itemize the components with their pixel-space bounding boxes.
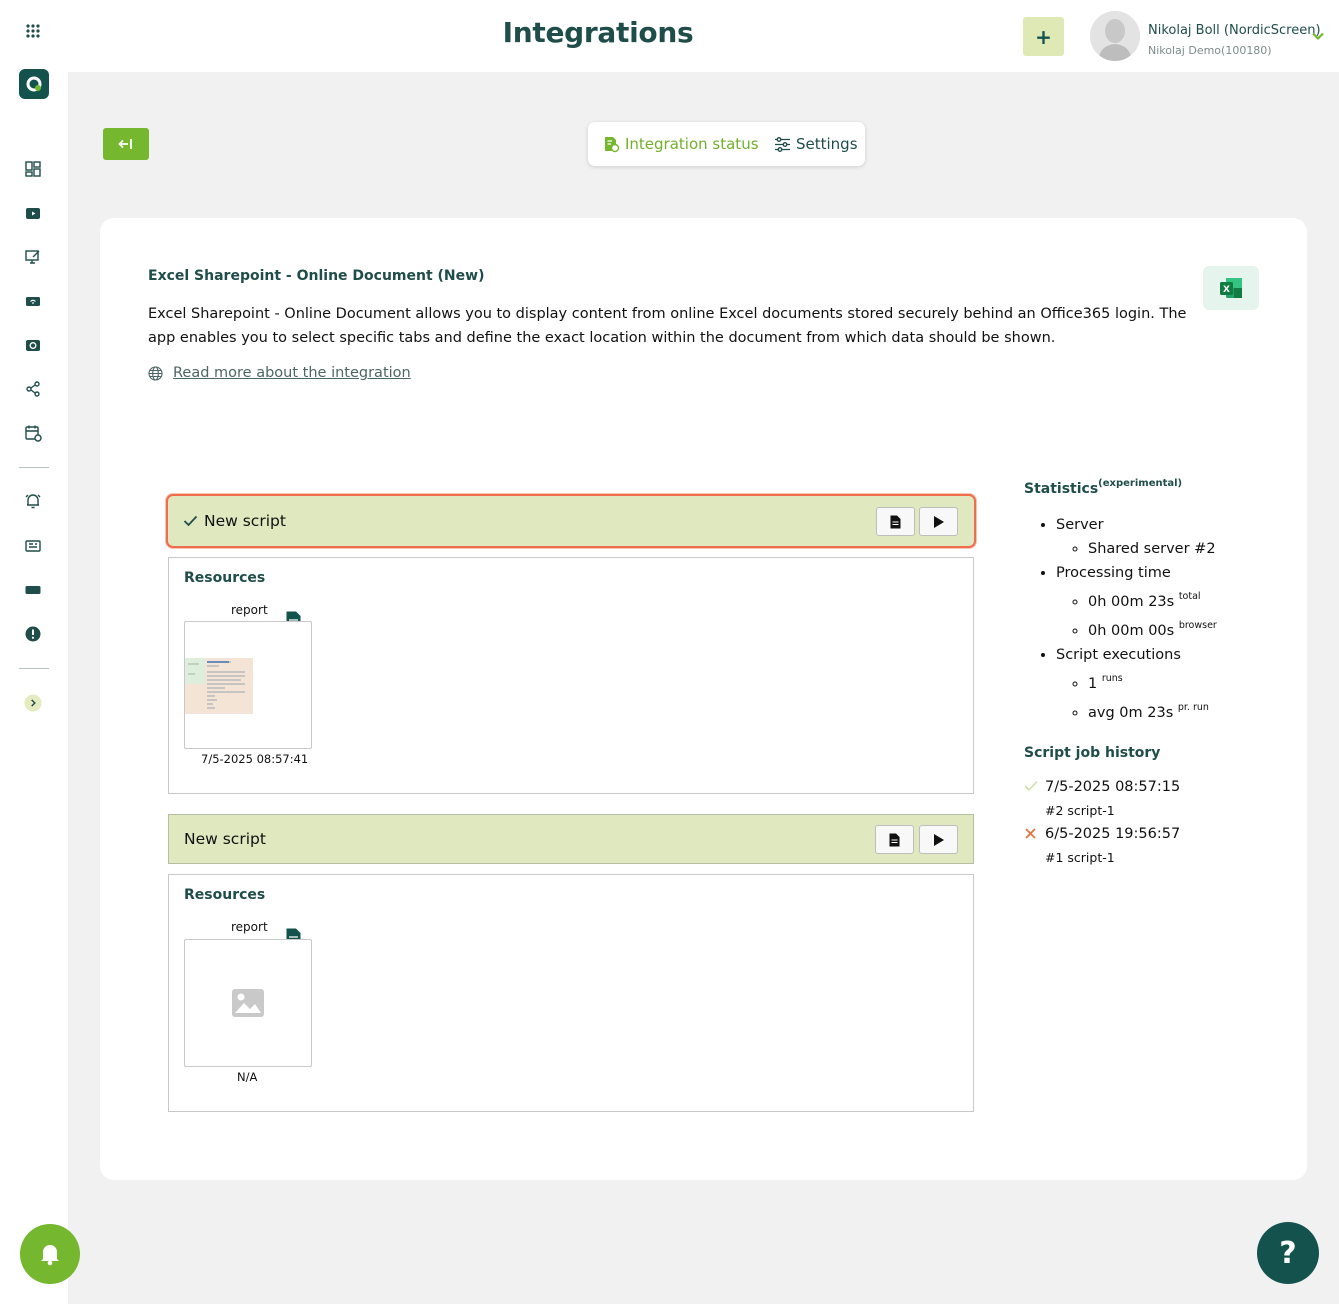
stat-browser-value: 0h 00m 00s	[1088, 623, 1175, 639]
report-preview-image	[185, 622, 313, 750]
alert-icon[interactable]	[22, 623, 44, 645]
resources-title: Resources	[184, 570, 266, 586]
integration-card	[100, 218, 1307, 1180]
expand-sidebar-icon[interactable]	[22, 692, 44, 714]
add-button[interactable]: +	[1023, 17, 1064, 56]
stat-executions-label: Script executions	[1056, 647, 1181, 663]
dashboard-icon[interactable]	[22, 158, 44, 180]
script-header[interactable]	[168, 814, 974, 864]
tab-settings-label: Settings	[796, 135, 858, 153]
history-date: 6/5-2025 19:56:57	[1045, 826, 1181, 842]
stat-avg-sup: pr. run	[1177, 702, 1209, 713]
sidebar-divider	[19, 467, 49, 468]
script-log-button[interactable]	[875, 825, 914, 854]
stat-total-value: 0h 00m 23s	[1088, 594, 1175, 610]
resource-thumbnail[interactable]	[184, 939, 312, 1067]
document-icon	[889, 833, 900, 847]
back-button[interactable]	[103, 128, 149, 160]
script-name-label: New script	[204, 512, 286, 530]
history-job: #2 script-1	[1045, 803, 1115, 818]
script-run-button[interactable]	[919, 507, 958, 536]
sliders-icon	[774, 136, 791, 153]
play-icon	[933, 833, 945, 847]
tab-integration-status[interactable]	[602, 122, 759, 166]
stat-browser-sup: browser	[1178, 620, 1217, 631]
edit-screen-icon[interactable]	[22, 246, 44, 268]
sync-icon[interactable]	[22, 334, 44, 356]
statistics-experimental: (experimental)	[1098, 478, 1183, 489]
document-icon	[890, 515, 901, 529]
calendar-icon[interactable]	[22, 422, 44, 444]
resource-date: 7/5-2025 08:57:41	[201, 752, 309, 766]
apps-grid-icon[interactable]	[22, 20, 44, 42]
stat-server-label: Server	[1056, 517, 1104, 533]
excel-logo	[1203, 266, 1259, 310]
stat-total-sup: total	[1178, 591, 1201, 602]
stat-runs-value: 1	[1088, 676, 1098, 692]
failed-x-icon	[1024, 827, 1037, 840]
stat-processing-label: Processing time	[1056, 565, 1171, 581]
resource-name: report	[231, 603, 268, 617]
excel-logo-letter: X	[1223, 285, 1230, 295]
resources-panel	[168, 557, 974, 794]
check-icon	[183, 515, 198, 527]
media-icon[interactable]	[22, 202, 44, 224]
sidebar-divider	[19, 668, 49, 669]
tab-bar	[588, 122, 865, 166]
app-logo[interactable]	[19, 69, 49, 99]
top-header	[68, 0, 1339, 72]
statistics-panel	[1024, 478, 1274, 865]
news-icon[interactable]	[22, 535, 44, 557]
screens-icon[interactable]	[22, 290, 44, 312]
play-icon	[933, 515, 945, 529]
user-name[interactable]: Nikolaj Boll (NordicScreen)	[1148, 23, 1321, 38]
stat-server-value: Shared server #2	[1088, 541, 1216, 557]
history-item[interactable]	[1024, 777, 1274, 818]
stat-avg-value: avg 0m 23s	[1088, 705, 1174, 721]
read-more-link[interactable]	[148, 365, 411, 381]
resource-date: N/A	[237, 1070, 258, 1084]
image-placeholder-icon	[231, 988, 265, 1018]
history-job: #1 script-1	[1045, 850, 1115, 865]
resource-name: report	[231, 920, 268, 934]
help-button[interactable]: ?	[1257, 1222, 1319, 1284]
sidebar	[0, 0, 68, 1304]
tab-integration-status-label: Integration status	[625, 135, 759, 153]
alarm-icon[interactable]	[22, 490, 44, 512]
user-organization: Nikolaj Demo(100180)	[1148, 44, 1272, 57]
history-item[interactable]	[1024, 824, 1274, 865]
statistics-list	[1056, 513, 1274, 725]
integration-title: Excel Sharepoint - Online Document (New)	[148, 268, 485, 284]
script-name	[184, 830, 266, 848]
bell-icon	[39, 1242, 61, 1266]
script-name	[183, 512, 286, 530]
notifications-button[interactable]	[20, 1224, 80, 1284]
script-header-selected[interactable]	[166, 494, 976, 548]
stat-runs-sup: runs	[1101, 673, 1123, 684]
card-icon[interactable]	[22, 579, 44, 601]
read-more-label: Read more about the integration	[173, 365, 411, 381]
integration-description: Excel Sharepoint - Online Document allows you to display content from online Excel documents stored securely behind an Office365 login. The app enables you to select specific tabs and define the exact location within the document from which data should be shown.	[148, 306, 1187, 346]
arrow-left-bar-icon	[117, 137, 135, 151]
script-name-label: New script	[184, 830, 266, 848]
status-doc-icon	[602, 135, 620, 153]
history-date: 7/5-2025 08:57:15	[1045, 779, 1181, 795]
success-check-icon	[1024, 780, 1038, 792]
globe-icon	[148, 366, 163, 381]
script-log-button[interactable]	[876, 507, 915, 536]
share-icon[interactable]	[22, 378, 44, 400]
script-run-button[interactable]	[919, 825, 958, 854]
history-title: Script job history	[1024, 745, 1161, 761]
page-title: Integrations	[502, 16, 694, 49]
resources-panel	[168, 874, 974, 1112]
chevron-down-icon[interactable]	[1311, 28, 1325, 47]
statistics-title-label: Statistics	[1024, 481, 1099, 497]
avatar[interactable]	[1090, 11, 1140, 61]
tab-settings[interactable]	[774, 122, 858, 166]
resource-thumbnail[interactable]	[184, 621, 312, 749]
resources-title: Resources	[184, 887, 266, 903]
statistics-title	[1024, 478, 1274, 497]
